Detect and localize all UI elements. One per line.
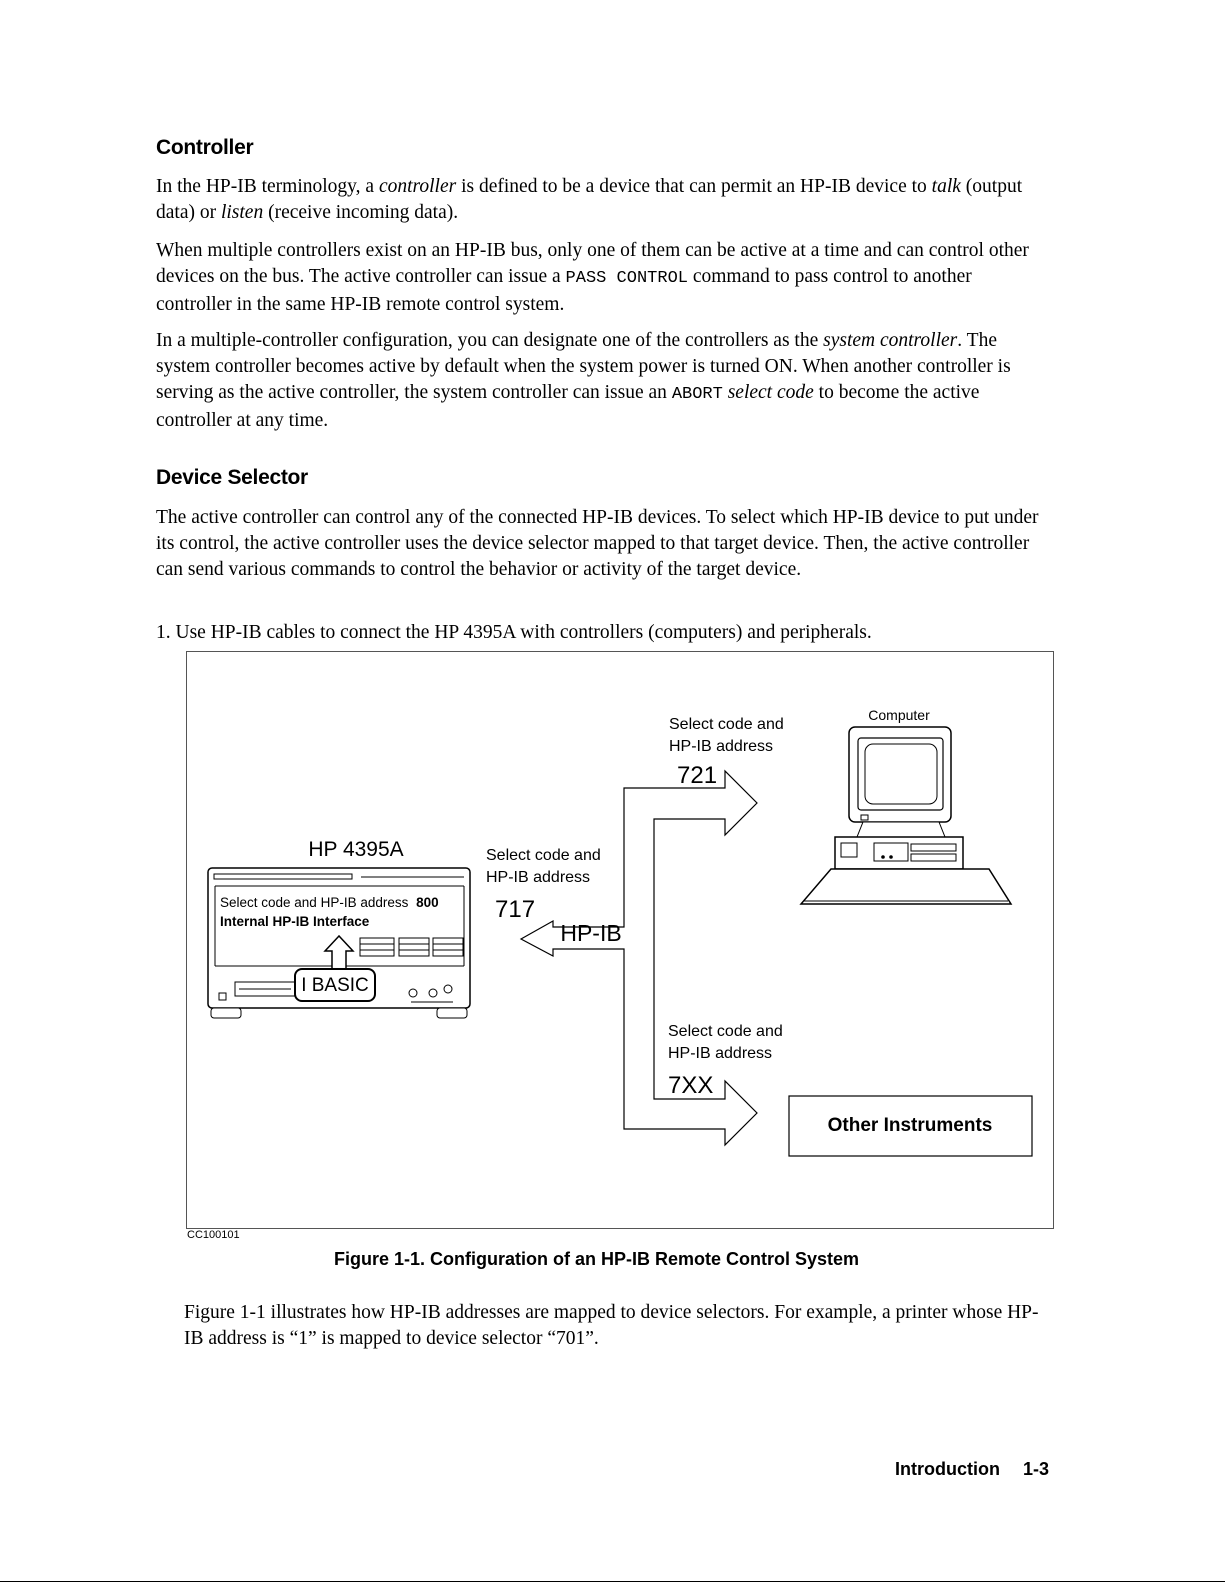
paragraph-controller-definition (156, 174, 1036, 226)
footer-page-number: 1-3 (1023, 1459, 1050, 1479)
footer-section-title: Introduction (895, 1459, 1000, 1479)
paragraph-multiple-controllers (156, 238, 1036, 318)
addr-717-line2: HP-IB address (486, 869, 591, 886)
addr-721-line2: HP-IB address (669, 738, 774, 755)
other-instruments-label: Other Instruments (827, 1115, 993, 1136)
text-run: (receive incoming data). (263, 202, 459, 223)
text-run: In a multiple-controller configuration, you can designate one of the controllers as the (156, 330, 824, 351)
term-listen: listen (220, 202, 264, 223)
figure-hpib-configuration (186, 651, 1054, 1229)
figure-code: CC100101 (187, 1229, 240, 1241)
addr-717-line1: Select code and (486, 847, 601, 864)
paragraph-system-controller (156, 328, 1046, 434)
paragraph-figure-explanation: Figure 1-1 illustrates how HP-IB addresses are mapped to device selectors. For example, a printer whose HP-IB address is “1” is mapped to device selector “701”. (184, 1302, 1039, 1349)
text-run: command to pass control to another controller in the same HP-IB remote control system. (156, 266, 972, 315)
addr-717-value: 717 (495, 896, 536, 923)
text-run: In the HP-IB terminology, a (156, 176, 379, 197)
hpib-bus (521, 771, 757, 1145)
text-run: to become the active controller at any time. (156, 382, 980, 431)
paragraph-device-selector: The active controller can control any of the connected HP-IB devices. To select which HP-IB device to put under its control, the active controller uses the device selector mapped to that target device. Then, the active controller can send various commands to control the behavior or activity of the target device. (156, 507, 1039, 580)
figure-caption: Figure 1-1. Configuration of an HP-IB Remote Control System (334, 1249, 860, 1269)
addr-721-value: 721 (677, 762, 718, 789)
instrument-address-value: 800 (416, 895, 439, 910)
addr-721-line1: Select code and (669, 716, 784, 733)
instrument-hp4395a (208, 838, 470, 1018)
text-run: is defined to be a device that can permit an HP-IB device to (456, 176, 932, 197)
text-run: When multiple controllers exist on an HP-IB bus, only one of them can be active at a time and can control other devices on the bus. The active controller can issue a (156, 240, 1029, 287)
computer-label: Computer (868, 707, 930, 723)
addr-7xx-line2: HP-IB address (668, 1045, 773, 1062)
instrument-address-line (220, 895, 439, 910)
term-select-code: select code (727, 382, 814, 403)
text-run: (output data) or (156, 176, 1023, 223)
addr-7xx-value: 7XX (668, 1072, 714, 1099)
heading-controller: Controller (156, 136, 254, 159)
term-talk: talk (931, 176, 961, 197)
addr-7xx-line1: Select code and (668, 1023, 783, 1040)
heading-device-selector: Device Selector (156, 466, 308, 489)
computer-icon (801, 707, 1011, 904)
command-pass-control: PASS CONTROL (565, 269, 688, 288)
term-controller: controller (378, 176, 457, 197)
command-abort: ABORT (671, 385, 723, 404)
step-1-connect-cables: 1. Use HP-IB cables to connect the HP 4395A with controllers (computers) and peripherals. (156, 622, 872, 643)
figure-diagram (187, 652, 1053, 1228)
ibasic-label: I BASIC (301, 975, 369, 996)
text-run: . The system controller becomes active by default when the system power is turned ON. When another controller is serving as the active controller, the system controller can issue an (156, 330, 1011, 403)
term-system-controller: system controller (823, 330, 958, 351)
instrument-title: HP 4395A (308, 838, 404, 861)
internal-interface-label: Internal HP-IB Interface (220, 914, 370, 929)
instrument-address-label: Select code and HP-IB address (220, 895, 409, 910)
bus-label: HP-IB (560, 920, 622, 946)
bottom-rule (0, 1581, 1225, 1582)
